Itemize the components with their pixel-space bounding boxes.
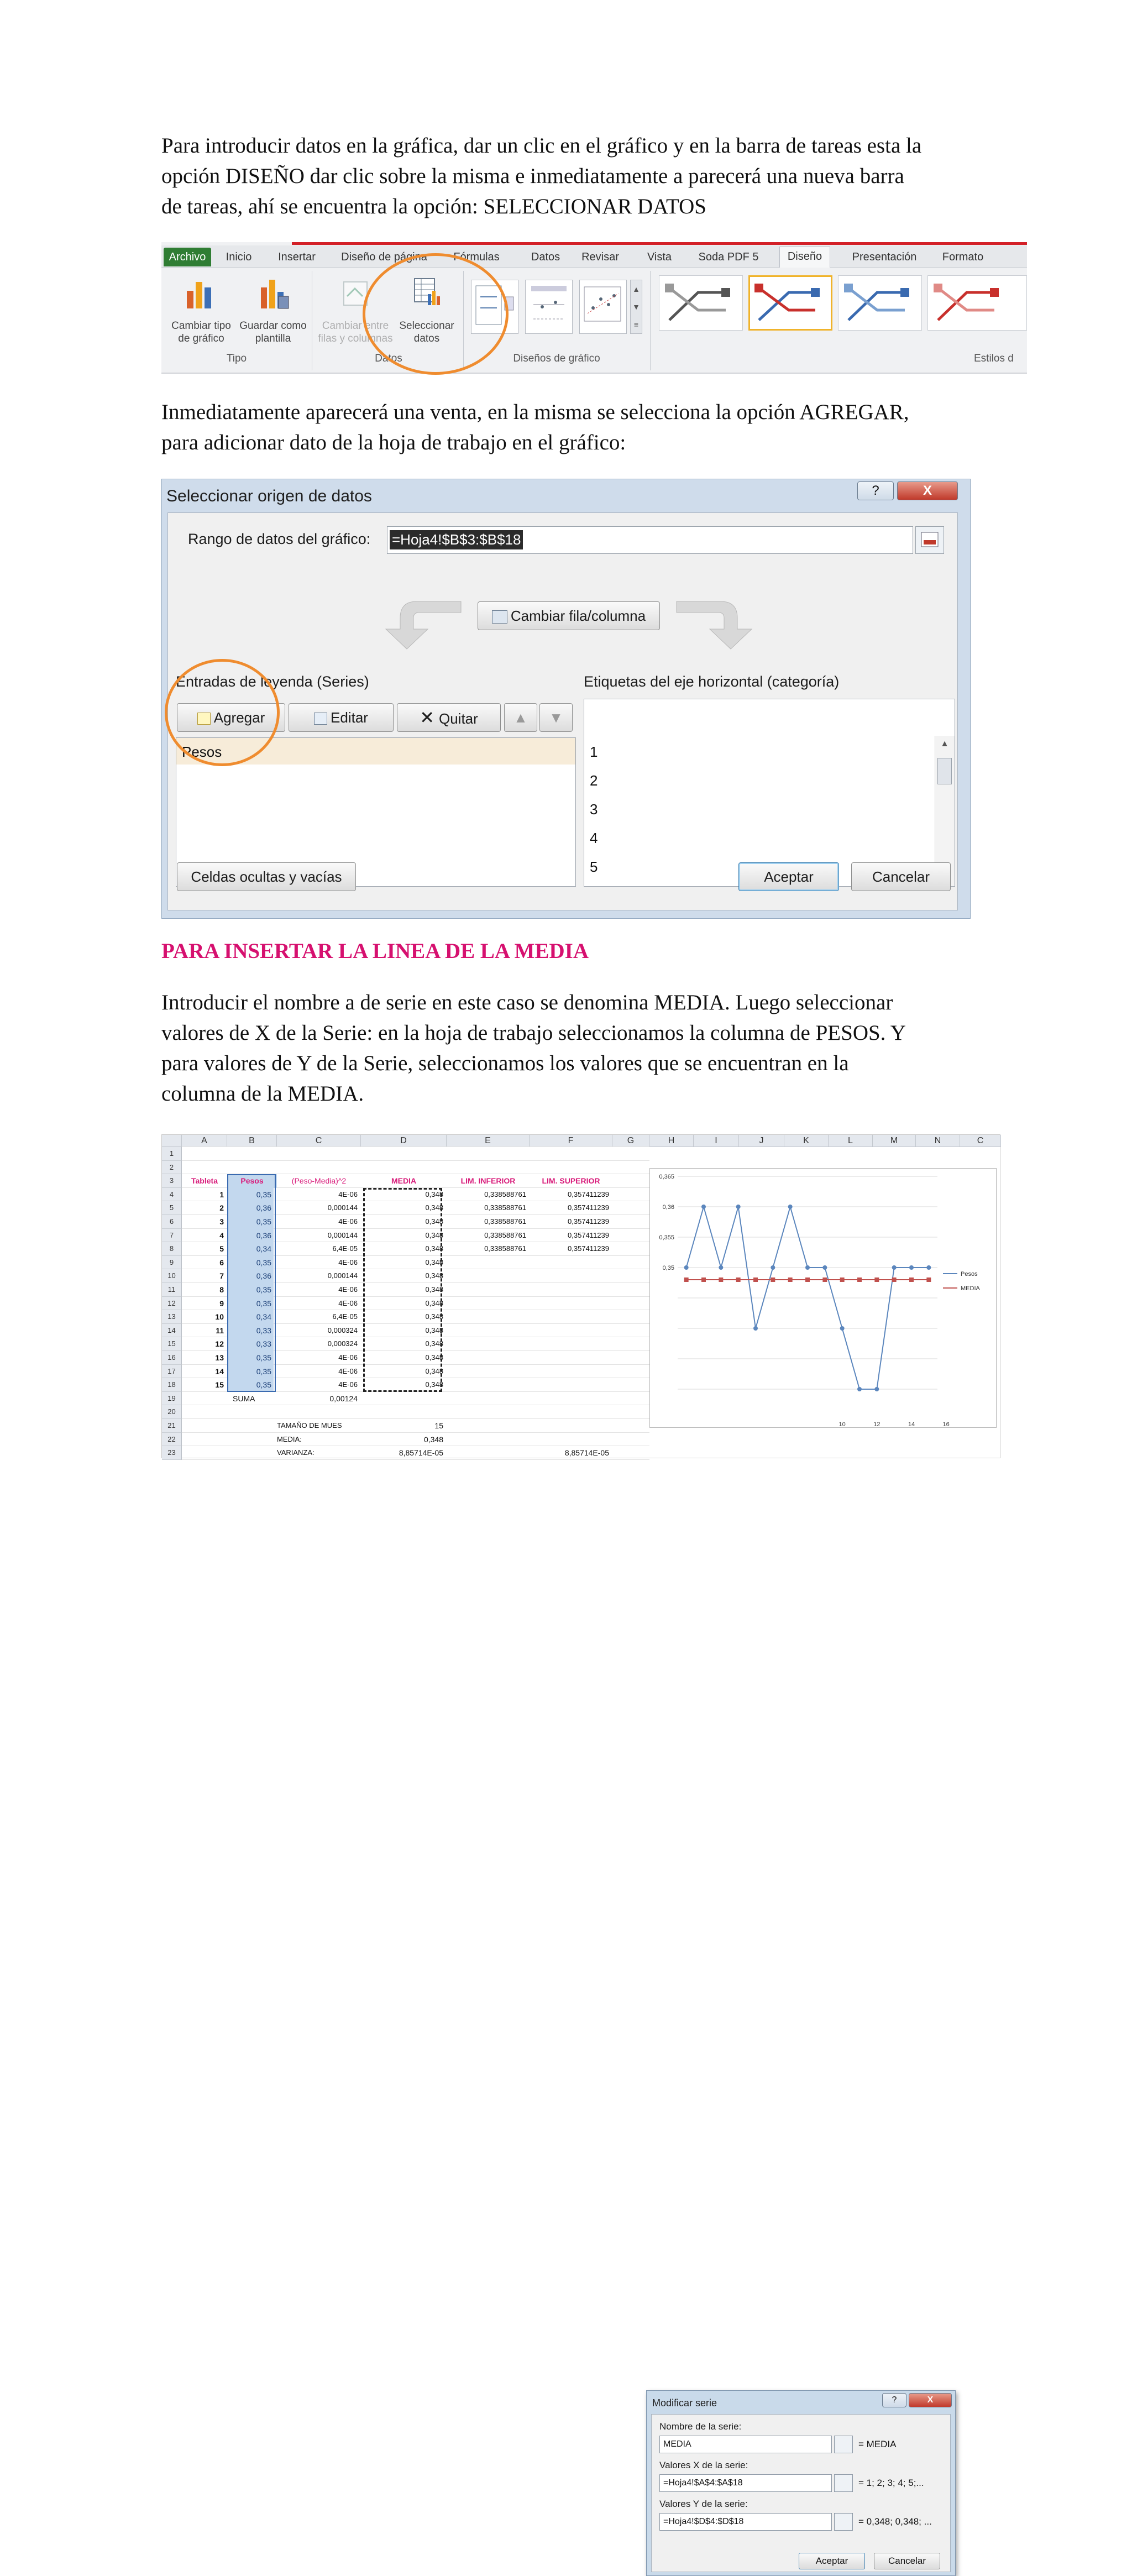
row-header[interactable]: 6 — [162, 1215, 182, 1229]
category-item[interactable]: 2 — [590, 772, 598, 789]
varianza-value[interactable]: 8,85714E-05 — [399, 1448, 443, 1458]
data-point — [788, 1277, 793, 1282]
cell-lim-superior[interactable]: 0,357411239 — [568, 1203, 609, 1212]
cell-peso-media[interactable]: 0,000144 — [327, 1203, 358, 1212]
cell-lim-superior[interactable]: 0,357411239 — [568, 1231, 609, 1239]
remove-button[interactable] — [397, 703, 501, 732]
legend-label: Pesos — [961, 1271, 978, 1277]
data-point — [753, 1326, 758, 1331]
close-button[interactable]: X — [897, 481, 958, 500]
cell-peso-media[interactable]: 0,000144 — [327, 1271, 358, 1280]
data-point — [840, 1326, 845, 1331]
data-point — [926, 1265, 931, 1270]
cancel-button[interactable]: Cancelar — [851, 862, 951, 891]
tab-formulas[interactable]: Fórmulas — [453, 251, 500, 263]
group-separator — [650, 271, 651, 370]
cell-tableta[interactable]: 8 — [219, 1285, 224, 1294]
media-line: columna de la MEDIA. — [161, 1082, 364, 1106]
data-point — [701, 1205, 706, 1209]
category-item[interactable]: 3 — [590, 801, 598, 818]
row-header[interactable]: 15 — [162, 1337, 182, 1351]
series-item[interactable]: Pesos — [182, 744, 222, 760]
suma-label[interactable]: SUMA — [233, 1394, 255, 1403]
row-header[interactable]: 11 — [162, 1283, 182, 1297]
legend-label: MEDIA — [961, 1285, 980, 1292]
column-header[interactable]: H — [649, 1135, 694, 1147]
cell-peso-media[interactable]: 4E-06 — [338, 1366, 358, 1375]
chart-style-1[interactable] — [659, 275, 743, 331]
data-point — [926, 1277, 931, 1282]
data-point — [736, 1205, 741, 1209]
row-header[interactable]: 2 — [162, 1161, 182, 1175]
cell-tableta[interactable]: 6 — [219, 1258, 224, 1267]
cell-tableta[interactable]: 10 — [215, 1312, 224, 1322]
row-header[interactable]: 10 — [162, 1269, 182, 1283]
help-button[interactable]: ? — [857, 481, 894, 500]
column-header[interactable]: A — [182, 1135, 227, 1147]
modify-help-button[interactable]: ? — [882, 2393, 906, 2407]
cell-peso-media[interactable]: 0,000144 — [327, 1231, 358, 1239]
bar-chart-icon — [184, 278, 217, 310]
cell-lim-superior[interactable]: 0,357411239 — [568, 1244, 609, 1253]
cell-media[interactable]: 0,348 — [425, 1271, 443, 1280]
spreadsheet — [161, 1134, 1000, 2566]
row-header[interactable]: 1 — [162, 1147, 182, 1161]
row-header[interactable]: 13 — [162, 1310, 182, 1324]
chart-layout-2[interactable] — [525, 280, 573, 334]
data-point — [753, 1277, 758, 1282]
row-header[interactable]: 20 — [162, 1405, 182, 1419]
header-tableta[interactable]: Tableta — [191, 1176, 218, 1186]
data-point — [719, 1277, 723, 1282]
cell-pesos[interactable]: 0,35 — [227, 1297, 274, 1311]
section-heading: PARA INSERTAR LA LINEA DE LA MEDIA — [161, 939, 589, 963]
modify-series-dialog — [646, 2390, 956, 2576]
cell-peso-media[interactable]: 0,000324 — [327, 1339, 358, 1348]
cell-media[interactable]: 0,348 — [425, 1326, 443, 1334]
data-point — [736, 1277, 741, 1282]
remove-icon: ✕ — [420, 708, 434, 727]
column-header[interactable]: N — [916, 1135, 960, 1147]
cell-pesos[interactable]: 0,33 — [227, 1337, 274, 1351]
cell-media[interactable]: 0,348 — [425, 1299, 443, 1307]
collapse-icon[interactable] — [834, 2436, 853, 2453]
x-values-result: = 1; 2; 3; 4; 5;... — [858, 2478, 924, 2488]
category-label: Etiquetas del eje horizontal (categoría) — [584, 673, 840, 690]
cell-media[interactable]: 0,348 — [425, 1380, 443, 1389]
select-all-corner[interactable] — [162, 1135, 182, 1147]
row-header[interactable]: 17 — [162, 1365, 182, 1379]
hidden-cells-button[interactable]: Celdas ocultas y vacías — [177, 862, 356, 891]
cell-pesos[interactable]: 0,35 — [227, 1283, 274, 1297]
data-point — [840, 1277, 845, 1282]
group-tipo-label: Tipo — [226, 353, 247, 364]
intro-line: Para introducir datos en la gráfica, dar un clic en el gráfico y en la barra de tareas esta la — [161, 134, 922, 158]
x-values-input[interactable]: =Hoja4!$A$4:$A$18 — [659, 2474, 832, 2492]
cell-media[interactable]: 0,348 — [425, 1231, 443, 1239]
media-line: Introducir el nombre a de serie en este caso se denomina MEDIA. Luego seleccionar — [161, 991, 893, 1014]
row-header[interactable]: 22 — [162, 1433, 182, 1447]
scroll-thumb[interactable] — [937, 758, 952, 784]
cell-lim-inferior[interactable]: 0,338588761 — [484, 1217, 526, 1226]
move-down-button[interactable]: ▼ — [539, 703, 573, 732]
row-header[interactable]: 7 — [162, 1229, 182, 1243]
cell-media[interactable]: 0,348 — [425, 1258, 443, 1266]
row-header[interactable]: 16 — [162, 1351, 182, 1365]
ok-button[interactable]: Aceptar — [738, 862, 839, 891]
row-header[interactable]: 23 — [162, 1446, 182, 1460]
series-name-input[interactable]: MEDIA — [659, 2436, 832, 2453]
cell-lim-inferior[interactable]: 0,338588761 — [484, 1190, 526, 1198]
data-point — [874, 1277, 879, 1282]
media-value[interactable]: 0,348 — [423, 1434, 443, 1444]
y-tick-label: 0,355 — [659, 1234, 674, 1241]
cell-media[interactable]: 0,348 — [425, 1339, 443, 1348]
header-lim-inferior[interactable]: LIM. INFERIOR — [460, 1176, 516, 1186]
data-point — [684, 1277, 689, 1282]
edit-button-label: Editar — [331, 709, 368, 726]
cell-peso-media[interactable]: 6,4E-05 — [332, 1312, 358, 1321]
y-tick-label: 0,35 — [662, 1265, 674, 1271]
row-header[interactable]: 12 — [162, 1297, 182, 1311]
add-button-label: Agregar — [213, 709, 265, 726]
column-header[interactable]: M — [873, 1135, 916, 1147]
chart-style-2[interactable] — [748, 275, 832, 331]
suma-value[interactable]: 0,00124 — [329, 1394, 358, 1403]
category-item[interactable]: 5 — [590, 858, 598, 875]
row-header[interactable]: 21 — [162, 1419, 182, 1433]
cell-peso-media[interactable]: 4E-06 — [338, 1299, 358, 1307]
cell-tableta[interactable]: 3 — [219, 1217, 224, 1226]
layout-scroll[interactable]: ▲ ▼ ≡ — [630, 280, 642, 334]
data-point — [874, 1387, 879, 1391]
cell-tableta[interactable]: 12 — [215, 1339, 224, 1349]
cell-pesos[interactable]: 0,33 — [227, 1324, 274, 1338]
swap-left-arrow-icon — [378, 596, 467, 651]
tab-soda-pdf[interactable]: Soda PDF 5 — [698, 251, 759, 263]
data-point — [822, 1265, 827, 1270]
move-up-button[interactable]: ▲ — [504, 703, 537, 732]
cell-peso-media[interactable]: 4E-06 — [338, 1285, 358, 1294]
data-point — [701, 1277, 706, 1282]
remove-button-label: Quitar — [439, 710, 478, 727]
cell-tableta[interactable]: 14 — [215, 1366, 224, 1376]
row-header[interactable]: 5 — [162, 1201, 182, 1215]
cell-pesos[interactable]: 0,35 — [227, 1351, 274, 1365]
data-point — [822, 1277, 827, 1282]
y-values-result: = 0,348; 0,348; ... — [858, 2516, 932, 2527]
series-label: Entradas de leyenda (Series) — [176, 673, 369, 690]
cell-media[interactable]: 0,348 — [425, 1203, 443, 1212]
gridline — [182, 1160, 649, 1161]
data-point — [909, 1265, 914, 1270]
cell-tableta[interactable]: 9 — [219, 1299, 224, 1308]
data-point — [892, 1277, 897, 1282]
x-tick-label: 16 — [942, 1421, 950, 1428]
cell-media[interactable]: 0,348 — [425, 1190, 443, 1198]
media-paragraph — [161, 987, 974, 1109]
switch-row-column-label: Cambiar entre filas y columnas — [318, 320, 393, 344]
ribbon — [161, 242, 1027, 374]
cell-media[interactable]: 0,348 — [425, 1366, 443, 1375]
cell-lim-inferior[interactable]: 0,338588761 — [484, 1231, 526, 1239]
range-value: =Hoja4!$B$3:$B$18 — [390, 530, 523, 549]
x-values-label: Valores X de la serie: — [659, 2460, 748, 2470]
row-header[interactable]: 18 — [162, 1378, 182, 1392]
cell-media[interactable]: 0,348 — [425, 1353, 443, 1362]
cell-tableta[interactable]: 1 — [219, 1190, 224, 1199]
switch-row-column-dialog-button[interactable] — [478, 601, 660, 630]
data-point — [719, 1265, 723, 1270]
select-data-label: Seleccionar datos — [399, 320, 454, 344]
series-name-result: = MEDIA — [858, 2439, 897, 2449]
y-tick-label: 0,36 — [662, 1204, 674, 1211]
column-header[interactable]: B — [227, 1135, 277, 1147]
y-values-label: Valores Y de la serie: — [659, 2499, 748, 2509]
tab-datos[interactable]: Datos — [531, 251, 560, 263]
cell-lim-inferior[interactable]: 0,338588761 — [484, 1203, 526, 1212]
select-data-dialog — [161, 479, 971, 919]
tab-presentacion[interactable]: Presentación — [852, 251, 917, 263]
column-header[interactable]: G — [612, 1135, 649, 1147]
cell-media[interactable]: 0,348 — [425, 1312, 443, 1321]
dialog-intro-paragraph — [161, 397, 974, 458]
edit-icon — [314, 713, 327, 725]
cell-media[interactable]: 0,348 — [425, 1285, 443, 1294]
cell-pesos[interactable]: 0,36 — [227, 1201, 274, 1215]
modify-close-button[interactable]: X — [909, 2393, 952, 2407]
switch-button-label: Cambiar fila/columna — [510, 608, 646, 624]
tab-insertar[interactable]: Insertar — [278, 251, 316, 263]
save-template-button[interactable] — [235, 275, 311, 347]
collapse-icon[interactable] — [834, 2513, 853, 2531]
chart-style-3[interactable] — [838, 275, 922, 331]
category-item[interactable]: 1 — [590, 744, 598, 760]
cell-peso-media[interactable]: 4E-06 — [338, 1380, 358, 1389]
row-header[interactable]: 4 — [162, 1188, 182, 1202]
varianza-value-2[interactable]: 8,85714E-05 — [564, 1448, 609, 1458]
data-point — [771, 1265, 775, 1270]
row-header[interactable]: 19 — [162, 1392, 182, 1406]
group-styles-label: Estilos d — [974, 353, 1014, 364]
x-tick-label: 10 — [838, 1421, 846, 1428]
data-point — [788, 1205, 793, 1209]
x-tick-label: 14 — [908, 1421, 915, 1428]
swap-right-arrow-icon — [671, 596, 759, 651]
header-lim-superior[interactable]: LIM. SUPERIOR — [542, 1176, 600, 1186]
cell-peso-media[interactable]: 4E-06 — [338, 1217, 358, 1226]
column-header[interactable]: L — [829, 1135, 873, 1147]
modify-ok-button[interactable]: Aceptar — [799, 2553, 865, 2569]
dialog-title: Seleccionar origen de datos — [166, 487, 372, 505]
ribbon-accent-line — [292, 242, 1027, 245]
tamano-label[interactable]: TAMAÑO DE MUES — [277, 1421, 342, 1430]
cell-peso-media[interactable]: 4E-06 — [338, 1353, 358, 1362]
cell-pesos[interactable]: 0,35 — [227, 1256, 274, 1270]
header-media[interactable]: MEDIA — [391, 1176, 417, 1186]
intro-line: de tareas, ahí se encuentra la opción: SELECCIONAR DATOS — [161, 195, 706, 218]
tab-inicio[interactable]: Inicio — [226, 251, 252, 263]
dialog-intro-line: para adicionar dato de la hoja de trabajo en el gráfico: — [161, 431, 626, 454]
column-header[interactable]: C — [277, 1135, 361, 1147]
column-header[interactable]: D — [361, 1135, 447, 1147]
media-label[interactable]: MEDIA: — [277, 1434, 302, 1443]
header-pesos[interactable]: Pesos — [227, 1174, 277, 1188]
column-header[interactable]: J — [739, 1135, 784, 1147]
row-header[interactable]: 9 — [162, 1256, 182, 1270]
cell-peso-media[interactable]: 6,4E-05 — [332, 1244, 358, 1253]
cell-tableta[interactable]: 15 — [215, 1380, 224, 1390]
cell-lim-superior[interactable]: 0,357411239 — [568, 1217, 609, 1226]
column-header[interactable]: E — [447, 1135, 530, 1147]
data-point — [684, 1265, 689, 1270]
cell-pesos[interactable]: 0,35 — [227, 1378, 274, 1392]
cell-media[interactable]: 0,348 — [425, 1217, 443, 1226]
cell-tableta[interactable]: 13 — [215, 1353, 224, 1362]
cell-pesos[interactable]: 0,35 — [227, 1188, 274, 1202]
template-icon — [256, 278, 290, 310]
y-values-input[interactable]: =Hoja4!$D$4:$D$18 — [659, 2513, 832, 2531]
row-header[interactable]: 8 — [162, 1242, 182, 1256]
media-line: valores de X de la Serie: en la hoja de trabajo seleccionamos la columna de PESOS. Y — [161, 1021, 906, 1045]
cell-pesos[interactable]: 0,35 — [227, 1215, 274, 1229]
cell-pesos[interactable]: 0,36 — [227, 1229, 274, 1243]
media-line: para valores de Y de la Serie, seleccionamos los valores que se encuentran en la — [161, 1051, 849, 1075]
dialog-body — [167, 512, 958, 910]
cell-tableta[interactable]: 2 — [219, 1203, 224, 1213]
highlight-circle — [165, 659, 280, 766]
line-chart — [650, 1169, 997, 1428]
cell-peso-media[interactable]: 4E-06 — [338, 1258, 358, 1266]
gridline — [182, 1146, 649, 1147]
column-header[interactable]: I — [694, 1135, 739, 1147]
tab-vista[interactable]: Vista — [647, 251, 672, 263]
cell-peso-media[interactable]: 0,000324 — [327, 1326, 358, 1334]
column-header[interactable]: C — [960, 1135, 1001, 1147]
tab-formato[interactable]: Formato — [942, 251, 984, 263]
cell-pesos[interactable]: 0,36 — [227, 1269, 274, 1283]
edit-button[interactable] — [289, 703, 394, 732]
range-input[interactable] — [387, 526, 913, 554]
range-label: Rango de datos del gráfico: — [188, 531, 371, 547]
modify-dialog-title: Modificar serie — [652, 2397, 717, 2409]
column-header[interactable]: F — [530, 1135, 612, 1147]
data-point — [892, 1265, 897, 1270]
modify-dialog-body — [651, 2414, 951, 2572]
group-layouts-label: Diseños de gráfico — [513, 353, 600, 364]
cell-tableta[interactable]: 7 — [219, 1271, 224, 1281]
cell-lim-inferior[interactable]: 0,338588761 — [484, 1244, 526, 1253]
row-header[interactable]: 14 — [162, 1324, 182, 1338]
tab-diseno-pagina[interactable]: Diseño de página — [341, 251, 427, 263]
data-point — [805, 1265, 810, 1270]
data-point — [771, 1277, 775, 1282]
highlight-circle — [363, 253, 509, 375]
intro-paragraph — [161, 130, 974, 222]
range-collapse-icon[interactable] — [915, 526, 944, 554]
varianza-label[interactable]: VARIANZA: — [277, 1448, 315, 1457]
collapse-icon[interactable] — [834, 2474, 853, 2492]
cell-lim-superior[interactable]: 0,357411239 — [568, 1190, 609, 1198]
switch-icon — [492, 610, 507, 624]
series-name-label: Nombre de la serie: — [659, 2421, 742, 2432]
category-item[interactable]: 4 — [590, 830, 598, 846]
tab-diseno[interactable]: Diseño — [779, 247, 830, 268]
cell-tableta[interactable]: 11 — [216, 1326, 224, 1335]
category-scrollbar[interactable]: ▲ — [935, 736, 955, 886]
group-datos-label: Datos — [375, 353, 402, 364]
header-peso-media[interactable]: (Peso-Media)^2 — [291, 1176, 347, 1186]
tab-archivo[interactable]: Archivo — [164, 248, 211, 266]
data-point — [857, 1387, 862, 1391]
row-header[interactable]: 3 — [162, 1174, 182, 1188]
cell-tableta[interactable]: 4 — [219, 1231, 224, 1240]
tamano-value[interactable]: 15 — [434, 1421, 443, 1430]
cell-tableta[interactable]: 5 — [219, 1244, 224, 1254]
y-tick-label: 0,365 — [659, 1174, 674, 1180]
cell-media[interactable]: 0,348 — [425, 1244, 443, 1253]
change-chart-type-label: Cambiar tipo de gráfico — [171, 320, 231, 344]
dialog-intro-line: Inmediatamente aparecerá una venta, en la misma se selecciona la opción AGREGAR, — [161, 400, 909, 424]
cell-peso-media[interactable]: 4E-06 — [338, 1190, 358, 1198]
save-template-label: Guardar como plantilla — [239, 320, 307, 344]
intro-line: opción DISEÑO dar clic sobre la misma e inmediatamente a parecerá una nueva barra — [161, 164, 904, 188]
x-tick-label: 12 — [873, 1421, 881, 1428]
change-chart-type-button[interactable] — [165, 275, 238, 347]
cell-pesos[interactable]: 0,34 — [227, 1310, 274, 1324]
chart-layout-3[interactable] — [579, 280, 627, 334]
data-point — [805, 1277, 810, 1282]
cell-pesos[interactable]: 0,35 — [227, 1365, 274, 1379]
cell-pesos[interactable]: 0,34 — [227, 1242, 274, 1256]
tab-revisar[interactable]: Revisar — [581, 251, 619, 263]
column-header[interactable]: K — [784, 1135, 829, 1147]
chart-style-4[interactable] — [927, 275, 1027, 331]
data-point — [909, 1277, 914, 1282]
data-point — [857, 1277, 862, 1282]
modify-cancel-button[interactable]: Cancelar — [874, 2553, 940, 2569]
chart-area[interactable] — [649, 1168, 997, 1428]
category-list — [584, 699, 955, 887]
